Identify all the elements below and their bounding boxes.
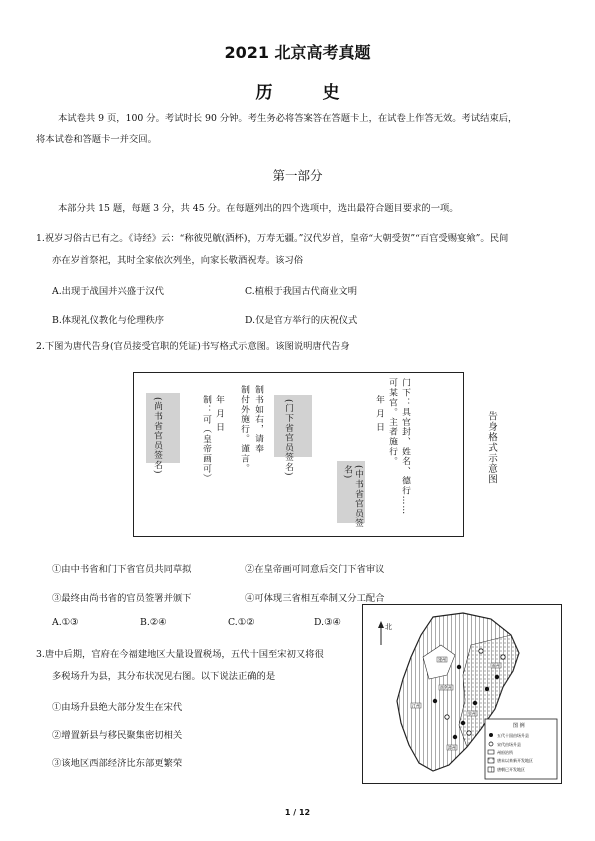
figure-caption: 告身格式示意图 bbox=[486, 411, 497, 485]
menxia-text: 门下：具官封、姓名、德行…… bbox=[400, 378, 410, 516]
svg-text:州府治所: 州府治所 bbox=[497, 750, 513, 755]
svg-text:唐朝已开发地区: 唐朝已开发地区 bbox=[497, 767, 525, 772]
q2-item-2: ②在皇帝画可同意后交门下省审议 bbox=[245, 564, 385, 575]
zhongshu-label: (中书省官员签名) bbox=[342, 465, 363, 529]
svg-text:泉州: 泉州 bbox=[468, 711, 476, 716]
q1-stem-line-1: 1.祝岁习俗古已有之。《诗经》云：“称彼兕觥(酒杯)，万寿无疆。”汉代岁首，皇帝“大朝受贺”“百官受赐宴飨”。民间 bbox=[36, 233, 509, 244]
page-title: 2021 北京高考真题 bbox=[224, 43, 371, 62]
section-title: 第一部分 bbox=[272, 168, 323, 183]
gaoshen-format-figure bbox=[133, 372, 497, 537]
zhishu-text-1: 制书如右，请奉 bbox=[253, 385, 263, 454]
ke-text: 制：可（皇帝画可） bbox=[201, 395, 211, 484]
svg-text:宋代由场升县: 宋代由场升县 bbox=[497, 742, 521, 747]
q1-option-c[interactable]: C.植根于我国古代商业文明 bbox=[245, 286, 358, 297]
q3-stem-line-2: 多税场升为县，其分布状况见右图。以下说法正确的是 bbox=[52, 671, 276, 682]
section-instructions: 本部分共 15 题，每题 3 分，共 45 分。在每题列出的四个选项中，选出最符合题目要求的一项。 bbox=[58, 203, 459, 214]
svg-text:汀州: 汀州 bbox=[412, 703, 420, 708]
svg-text:福州: 福州 bbox=[492, 663, 500, 668]
q3-item-3: ③该地区西部经济比东部更繁荣 bbox=[52, 758, 183, 769]
q2-option-b[interactable]: B.②④ bbox=[140, 617, 167, 628]
q3-item-2: ②增置新县与移民聚集密切相关 bbox=[52, 730, 183, 741]
q2-stem: 2.下图为唐代告身(官员接受官职的凭证)书写格式示意图。该图说明唐代告身 bbox=[36, 341, 350, 352]
svg-text:图 例: 图 例 bbox=[513, 723, 525, 729]
date-1: 年 月 日 bbox=[374, 395, 384, 432]
svg-text:唐末以来新开发地区: 唐末以来新开发地区 bbox=[497, 758, 533, 763]
shangshu-label: (尚书省官员签名) bbox=[152, 397, 162, 475]
q2-item-3: ③最终由尚书省的官员签署并颁下 bbox=[52, 593, 192, 604]
menxia-sign-box bbox=[274, 395, 312, 457]
q3-stem-line-1: 3.唐中后期，官府在今福建地区大量设置税场，五代十国至宋初又将很 bbox=[36, 649, 324, 660]
q3-item-1: ①由场升县绝大部分发生在宋代 bbox=[52, 702, 183, 713]
fujian-tax-field-map bbox=[362, 604, 562, 784]
svg-text:南剑州: 南剑州 bbox=[440, 685, 452, 690]
q2-item-1: ①由中书省和门下省官员共同草拟 bbox=[52, 564, 192, 575]
svg-text:漳州: 漳州 bbox=[448, 745, 456, 750]
menxia-text-2: 可某官。主者施行。 bbox=[387, 378, 397, 467]
page-number: 1 / 12 bbox=[284, 808, 311, 817]
zhishu-text-2: 制付外施行。谨言。 bbox=[239, 385, 249, 474]
menxia-label: (门下省官员签名) bbox=[283, 399, 293, 477]
north-label: 北 bbox=[385, 623, 392, 631]
q1-option-a[interactable]: A.出现于战国并兴盛于汉代 bbox=[52, 286, 164, 297]
svg-text:五代十国由场升县: 五代十国由场升县 bbox=[497, 733, 529, 738]
subject-title: 历 史 bbox=[255, 83, 362, 103]
map-legend bbox=[485, 719, 557, 779]
q1-option-d[interactable]: D.仅是官方举行的庆祝仪式 bbox=[245, 315, 358, 326]
q2-option-a[interactable]: A.①③ bbox=[52, 617, 79, 628]
svg-text:建州: 建州 bbox=[438, 657, 446, 662]
intro-line-2: 将本试卷和答题卡一并交回。 bbox=[36, 134, 157, 145]
q1-stem-line-2: 亦在岁首祭祀，其时全家依次列坐，向家长敬酒祝寿。该习俗 bbox=[52, 255, 304, 266]
q2-option-c[interactable]: C.①② bbox=[228, 617, 255, 628]
q2-item-4: ④可体现三省相互牵制又分工配合 bbox=[245, 593, 385, 604]
date-2: 年 月 日 bbox=[214, 395, 224, 432]
q1-option-b[interactable]: B.体现礼仪教化与伦理秩序 bbox=[52, 315, 165, 326]
q2-option-d[interactable]: D.③④ bbox=[314, 617, 341, 628]
intro-line-1: 本试卷共 9 页，100 分。考试时长 90 分钟。考生务必将答案答在答题卡上，在试卷上作答无效。考试结束后， bbox=[58, 113, 518, 124]
map-svg bbox=[363, 605, 561, 783]
